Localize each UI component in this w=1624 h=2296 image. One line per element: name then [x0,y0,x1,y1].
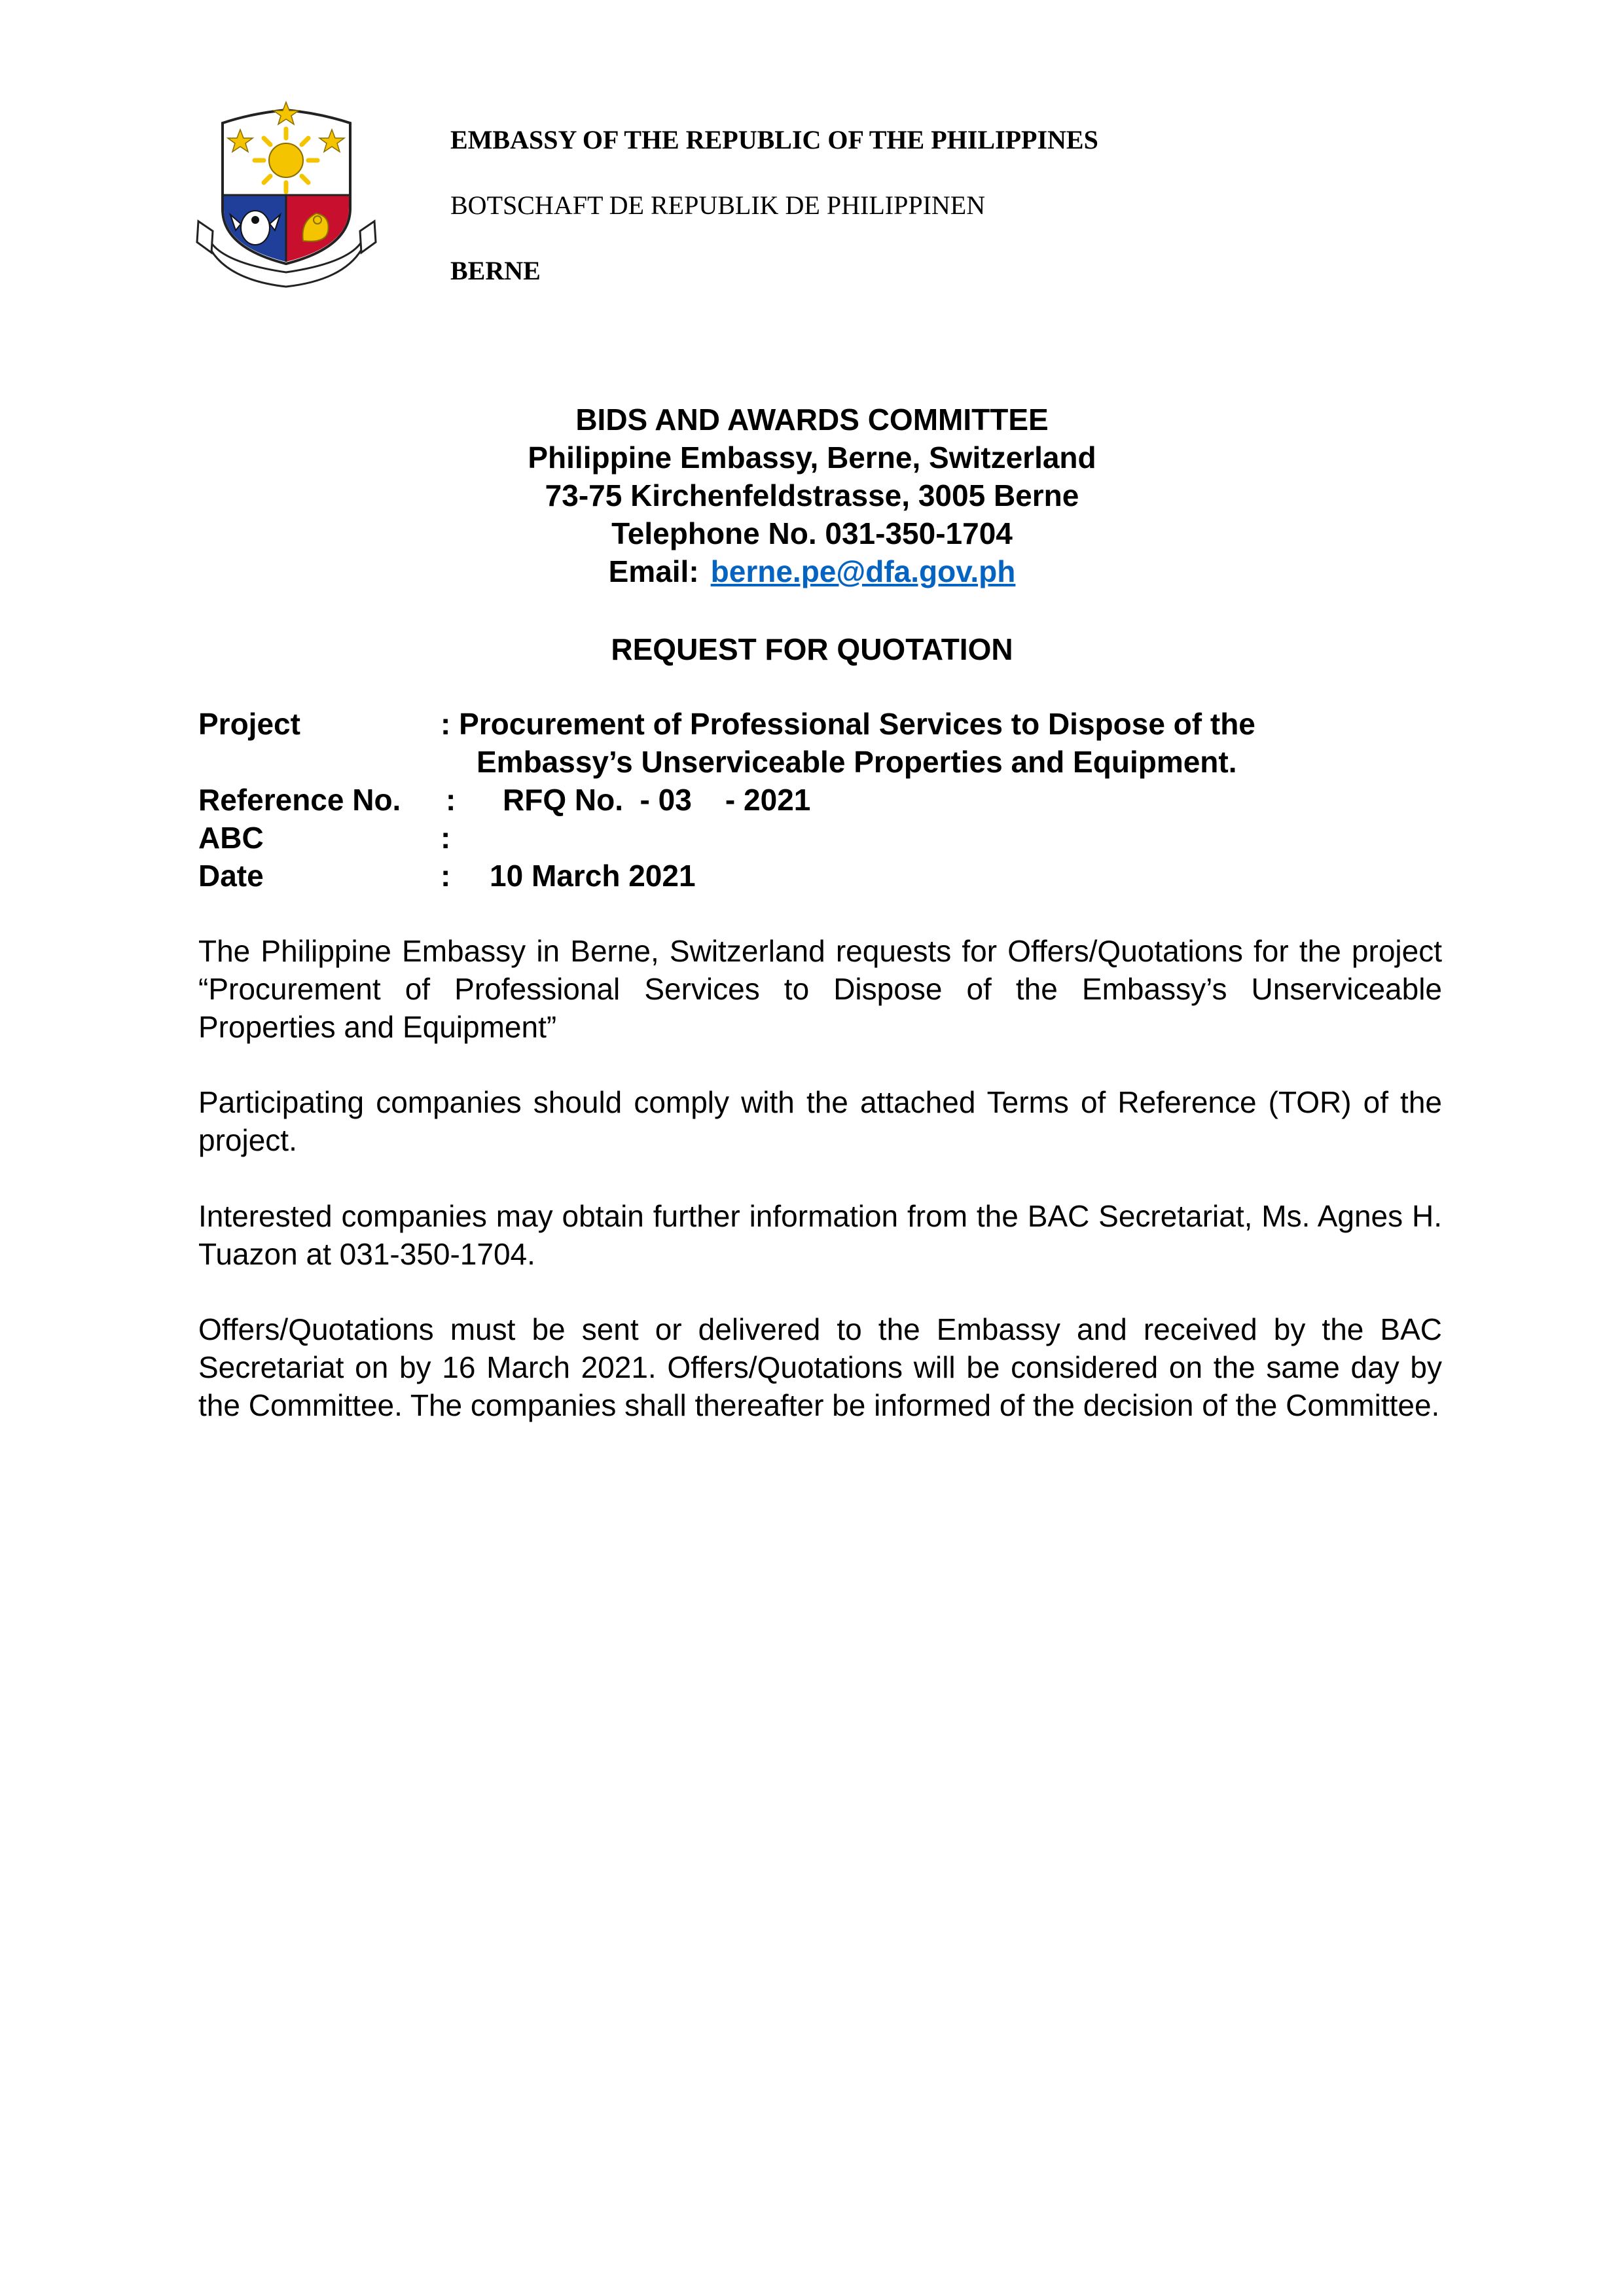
philippine-seal-icon [193,97,380,293]
committee-email-row [0,552,1624,590]
email-link[interactable]: berne.pe@dfa.gov.ph [710,554,1016,588]
paragraph-contact: Interested companies may obtain further information from the BAC Secretariat, Ms. Agnes H. Tuazon at 031-350-1704. [198,1199,1442,1271]
letterhead-german-name: BOTSCHAFT DE REPUBLIK DE PHILIPPINEN [450,190,986,220]
reference-colon: : [446,783,456,817]
letterhead-city: BERNE [450,256,541,285]
date-colon: : [441,859,451,893]
abc-colon: : [441,821,451,855]
date-value: 10 March 2021 [490,859,696,893]
date-label: Date [198,859,264,893]
reference-value: RFQ No. - 03 - 2021 [503,783,811,817]
letterhead-embassy-name: EMBASSY OF THE REPUBLIC OF THE PHILIPPINES [450,125,1098,154]
committee-title: BIDS AND AWARDS COMMITTEE [575,403,1049,437]
project-value-line1: : Procurement of Professional Services to Dispose of the [441,707,1255,741]
reference-label: Reference No. [198,783,401,817]
committee-telephone: Telephone No. 031-350-1704 [611,516,1013,550]
paragraph-request: The Philippine Embassy in Berne, Switzerland requests for Offers/Quotations for the project “Procurement of Professional Services to Dispose of the Embassy’s Unserviceable Properties and Equipment” [198,934,1442,1044]
project-label: Project [198,707,300,741]
committee-block [0,401,1624,590]
committee-address: 73-75 Kirchenfeldstrasse, 3005 Berne [545,478,1079,512]
email-label: Email: [608,554,699,588]
document-title: REQUEST FOR QUOTATION [611,632,1013,666]
abc-label: ABC [198,821,264,855]
committee-location: Philippine Embassy, Berne, Switzerland [528,440,1096,475]
project-value-line2: Embassy’s Unserviceable Properties and Equipment. [477,745,1237,779]
paragraph-deadline: Offers/Quotations must be sent or delivered to the Embassy and received by the BAC Secretariat on by 16 March 2021. Offers/Quotations will be considered on the same day by the Committee. The companies shall thereafter be informed of the decision of the Committee. [198,1312,1442,1422]
paragraph-compliance: Participating companies should comply with the attached Terms of Reference (TOR) of the project. [198,1085,1442,1157]
